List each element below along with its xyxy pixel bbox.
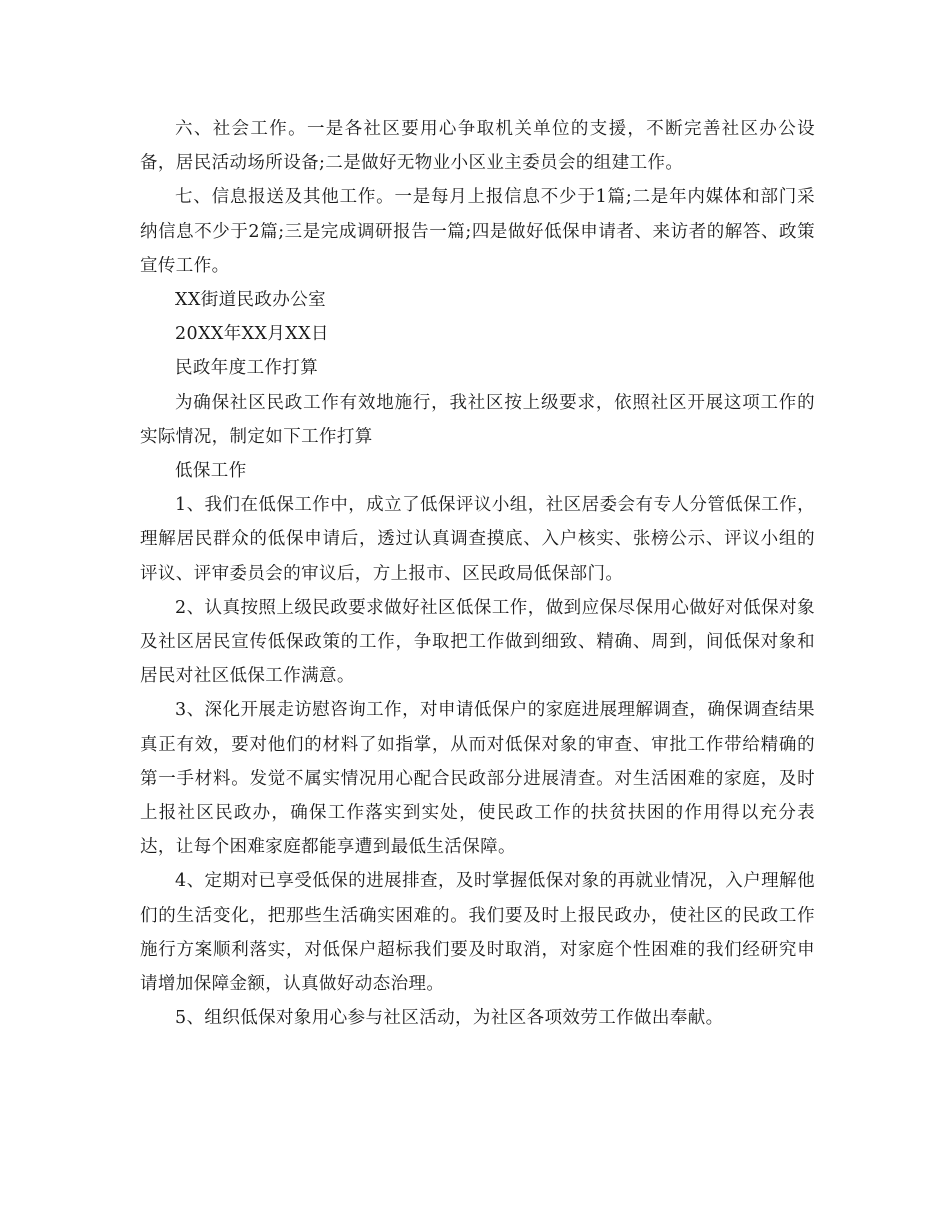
subsection-heading: 低保工作 bbox=[175, 461, 247, 482]
document-body bbox=[140, 112, 815, 1035]
signature-office: XX街道民政办公室 bbox=[175, 290, 327, 311]
paragraph-social-work: 六、社会工作。一是各社区要用心争取机关单位的支援，不断完善社区办公设备，居民活动场所设备;二是做好无物业小区业主委员会的组建工作。 bbox=[140, 119, 815, 174]
list-item-4: 4、定期对已享受低保的进展排查，及时掌握低保对象的再就业情况，入户理解他们的生活变化，把那些生活确实困难的。我们要及时上报民政办，使社区的民政工作施行方案顺利落实，对低保户超标我们要及时取消，对家庭个性困难的我们经研究申请增加保障金额，认真做好动态治理。 bbox=[140, 871, 815, 995]
paragraph-info-reporting: 七、信息报送及其他工作。一是每月上报信息不少于1篇;二是年内媒体和部门采纳信息不少于2篇;三是完成调研报告一篇;四是做好低保申请者、来访者的解答、政策宣传工作。 bbox=[140, 187, 815, 276]
paragraph-intro: 为确保社区民政工作有效地施行，我社区按上级要求，依照社区开展这项工作的实际情况，制定如下工作打算 bbox=[140, 392, 815, 447]
list-item-2: 2、认真按照上级民政要求做好社区低保工作，做到应保尽保用心做好对低保对象及社区居民宣传低保政策的工作，争取把工作做到细致、精确、周到，间低保对象和居民对社区低保工作满意。 bbox=[140, 597, 815, 687]
section-title: 民政年度工作打算 bbox=[175, 358, 319, 379]
list-item-1: 1、我们在低保工作中，成立了低保评议小组，社区居委会有专人分管低保工作，理解居民群众的低保申请后，透过认真调查摸底、入户核实、张榜公示、评议小组的评议、评审委员会的审议后，方上报市、区民政局低保部门。 bbox=[140, 495, 815, 584]
list-item-5: 5、组织低保对象用心参与社区活动，为社区各项效劳工作做出奉献。 bbox=[175, 1008, 724, 1029]
signature-date: 20XX年XX月XX日 bbox=[175, 324, 329, 345]
list-item-3: 3、深化开展走访慰咨询工作，对申请低保户的家庭进展理解调查，确保调查结果真正有效，要对他们的材料了如指掌，从而对低保对象的审查、审批工作带给精确的第一手材料。发觉不属实情况用心配合民政部分进展清查。对生活困难的家庭，及时上报社区民政办，确保工作落实到实处，使民政工作的扶贫扶困的作用得以充分表达，让每个困难家庭都能享遭到最低生活保障。 bbox=[140, 700, 815, 858]
